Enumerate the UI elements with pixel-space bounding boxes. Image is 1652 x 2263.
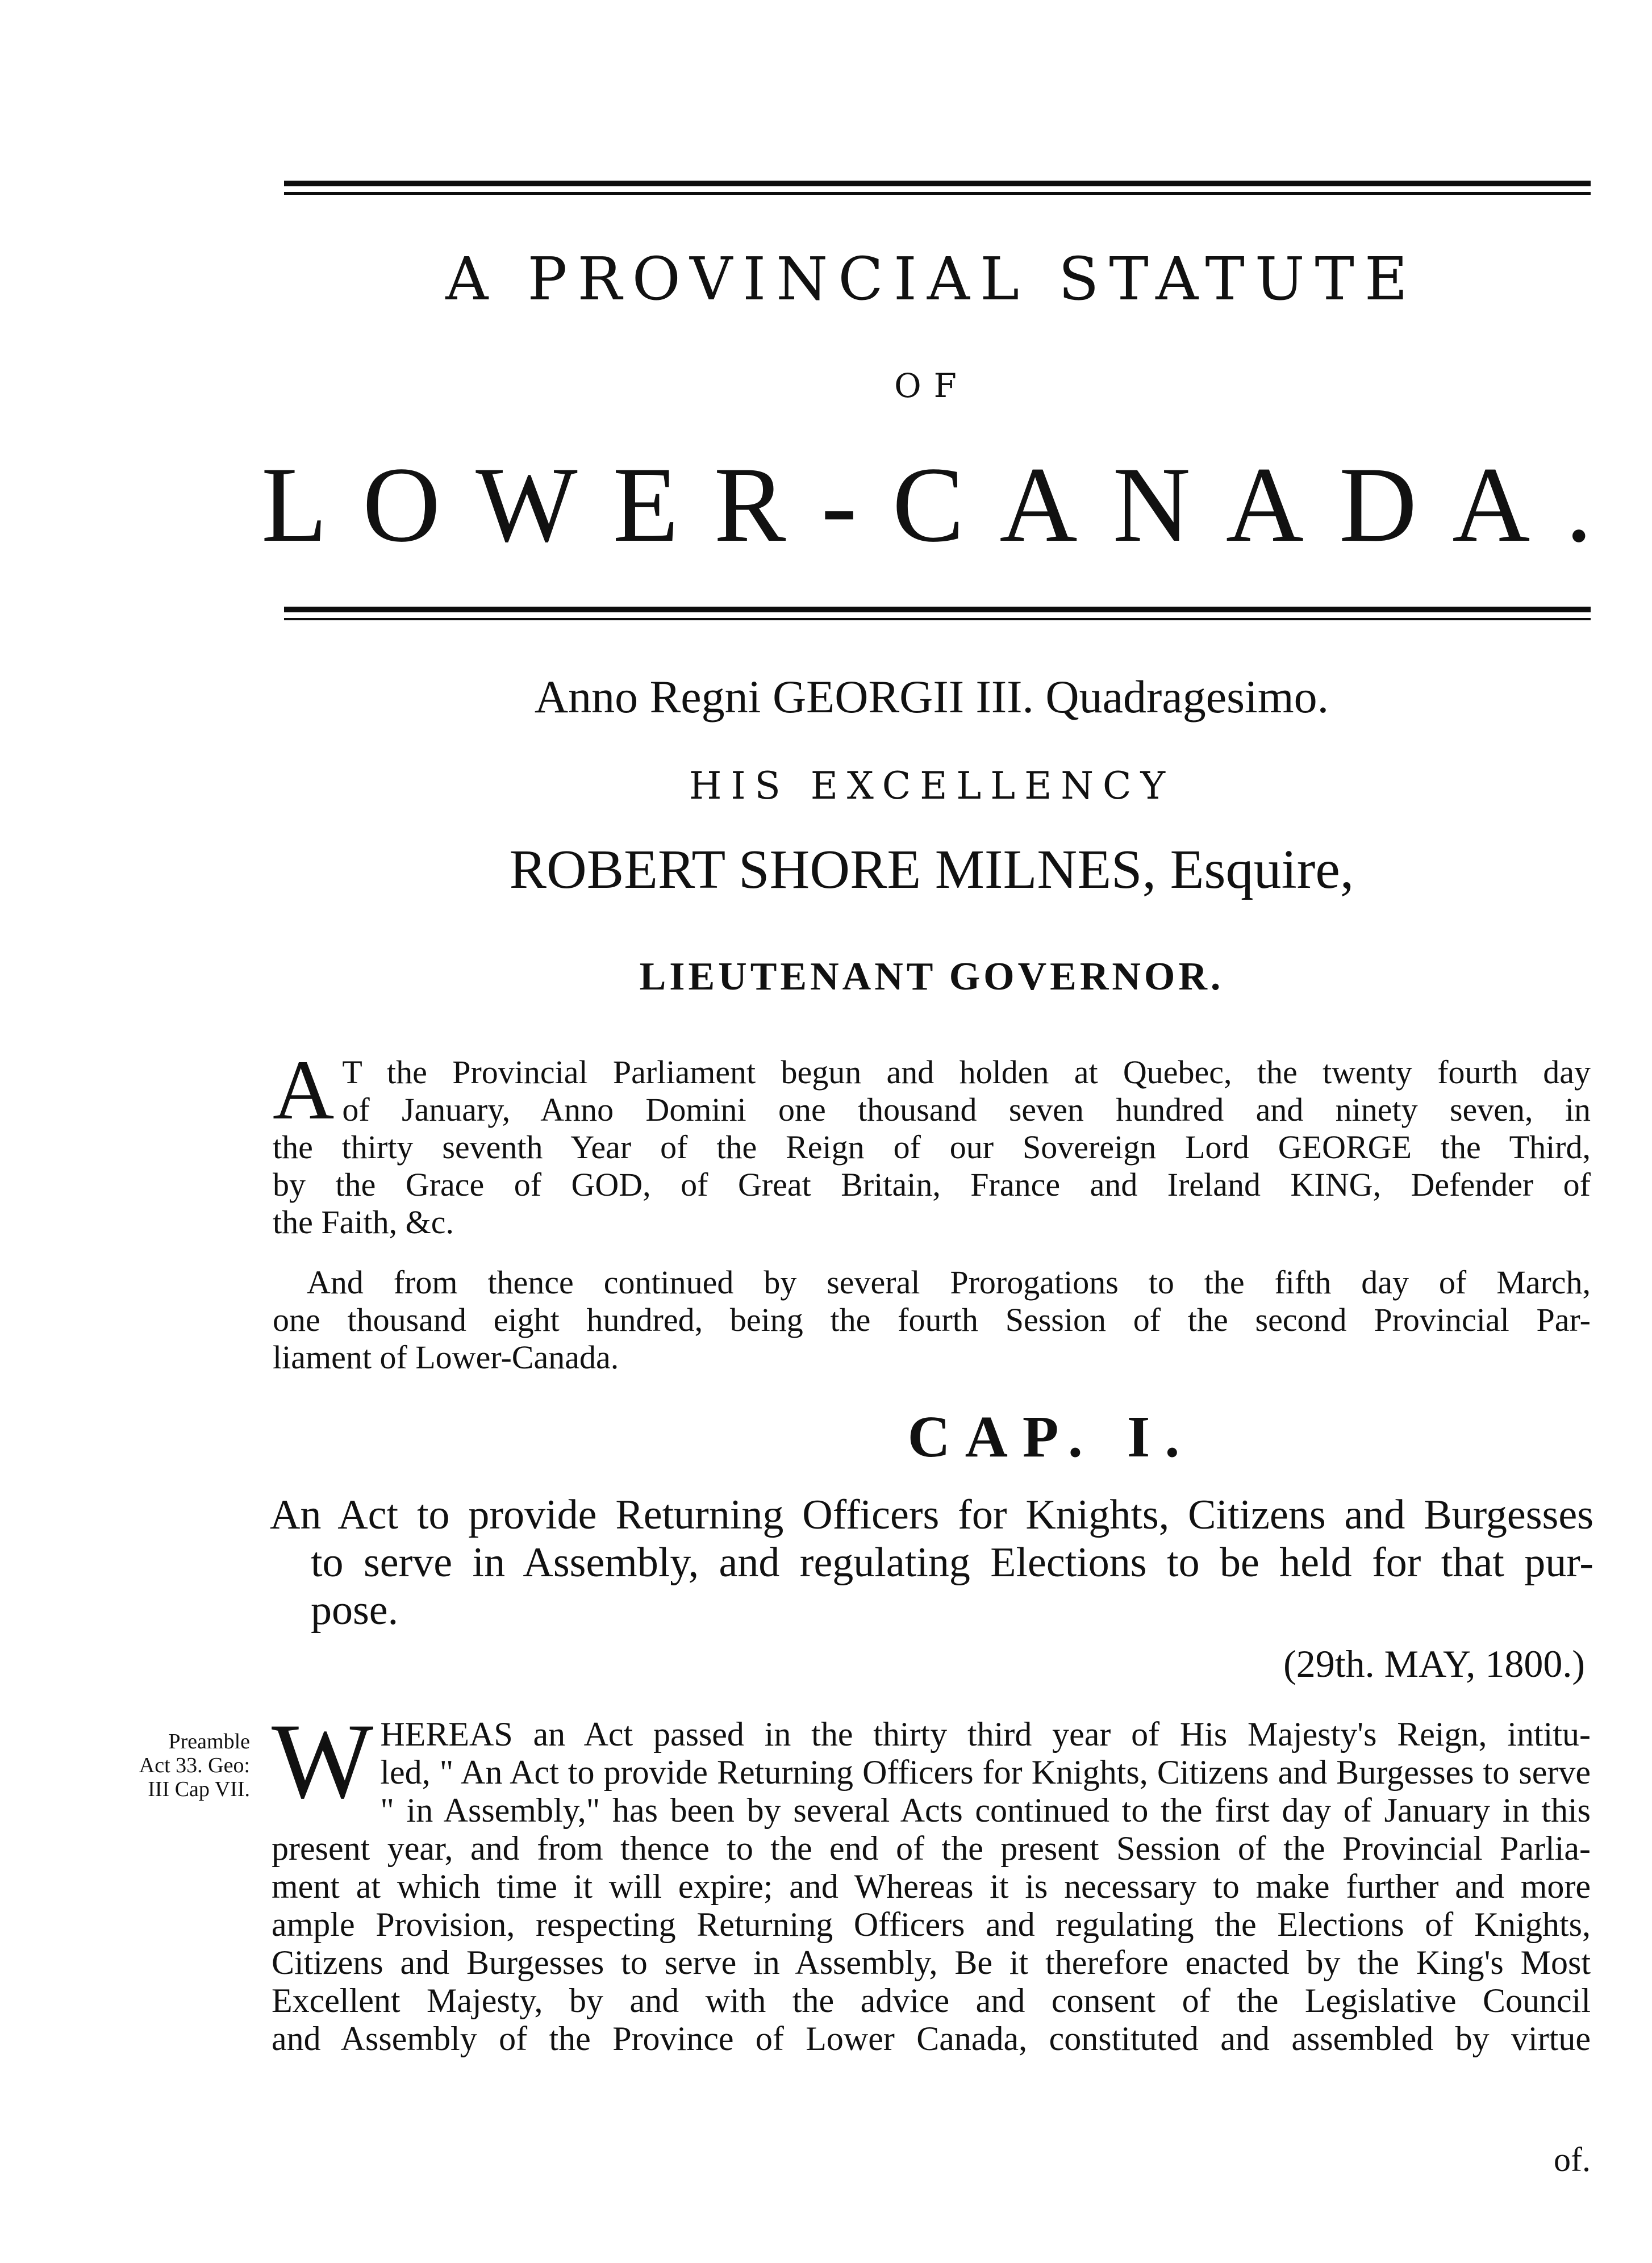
body-line: and Assembly of the Province of Lower Canada, constituted and assembled by virtue — [272, 2020, 1591, 2057]
page-title: A PROVINCIAL STATUTE — [445, 244, 1418, 314]
body-line: HEREAS an Act passed in the thirty third year of His Majesty's Reign, intitu- — [380, 1715, 1591, 1753]
recital-paragraph-2 — [273, 1264, 1591, 1376]
act-title-line: pose. — [311, 1587, 399, 1634]
recital-paragraph-1 — [273, 1043, 1591, 1241]
drop-cap: A — [273, 1043, 335, 1137]
top-rule — [284, 181, 1591, 186]
body-line: Excellent Majesty, by and with the advice and consent of the Legislative Council — [272, 1982, 1591, 2019]
catchword: of. — [1554, 2141, 1591, 2178]
middle-rule — [284, 607, 1591, 612]
top-rule-thin — [284, 192, 1591, 195]
body-line: " in Assembly," has been by several Acts continued to the first day of January in this — [380, 1792, 1591, 1829]
body-line: led, " An Act to provide Returning Officers for Knights, Citizens and Burgesses to serve — [380, 1753, 1591, 1791]
margin-note-line: III Cap VII. — [148, 1777, 250, 1801]
governor-office: LIEUTENANT GOVERNOR. — [639, 955, 1224, 999]
recital-line: one thousand eight hundred, being the fourth Session of the second Provincial Par- — [273, 1301, 1591, 1338]
recital-line: liament of Lower-Canada. — [273, 1339, 619, 1376]
preamble-body — [272, 1702, 1591, 2058]
recital-line: the thirty seventh Year of the Reign of our Sovereign Lord GEORGE the Third, — [273, 1129, 1591, 1166]
recital-line: by the Grace of GOD, of Great Britain, France and Ireland KING, Defender of — [273, 1166, 1591, 1203]
act-title-line: to serve in Assembly, and regulating Elections to be held for that pur- — [311, 1539, 1593, 1586]
margin-note-line: Preamble — [168, 1730, 250, 1753]
margin-note-line: Act 33. Geo: — [139, 1753, 250, 1777]
drop-cap: W — [272, 1702, 374, 1821]
act-title-line: An Act to provide Returning Officers for Knights, Citizens and Burgesses — [270, 1492, 1593, 1538]
body-line: ample Provision, respecting Returning Officers and regulating the Elections of Knights, — [272, 1906, 1591, 1943]
body-line: present year, and from thence to the end of the present Session of the Provincial Parlia- — [272, 1830, 1591, 1867]
recital-line: the Faith, &c. — [273, 1204, 454, 1241]
excellency-heading: HIS EXCELLENCY — [689, 764, 1175, 808]
middle-rule-thin — [284, 618, 1591, 620]
recital-line: And from thence continued by several Prorogations to the fifth day of March, — [307, 1264, 1591, 1301]
title-connector: OF — [894, 366, 969, 405]
chapter-heading: CAP. I. — [907, 1404, 1195, 1469]
body-line: ment at which time it will expire; and Whereas it is necessary to make further and more — [272, 1868, 1591, 1905]
body-line: Citizens and Burgesses to serve in Assembly, Be it therefore enacted by the King's Most — [272, 1944, 1591, 1981]
recital-line: of January, Anno Domini one thousand seven hundred and ninety seven, in — [342, 1091, 1591, 1128]
province-title: LOWER-CANADA. — [261, 445, 1628, 565]
regnal-year: Anno Regni GEORGII III. Quadragesimo. — [534, 671, 1329, 723]
act-title — [270, 1491, 1593, 1634]
margin-note — [68, 1730, 250, 1801]
governor-name: ROBERT SHORE MILNES, Esquire, — [509, 839, 1354, 900]
recital-line: T the Provincial Parliament begun and holden at Quebec, the twenty fourth day — [342, 1054, 1591, 1091]
assent-date: (29th. MAY, 1800.) — [1283, 1642, 1585, 1685]
